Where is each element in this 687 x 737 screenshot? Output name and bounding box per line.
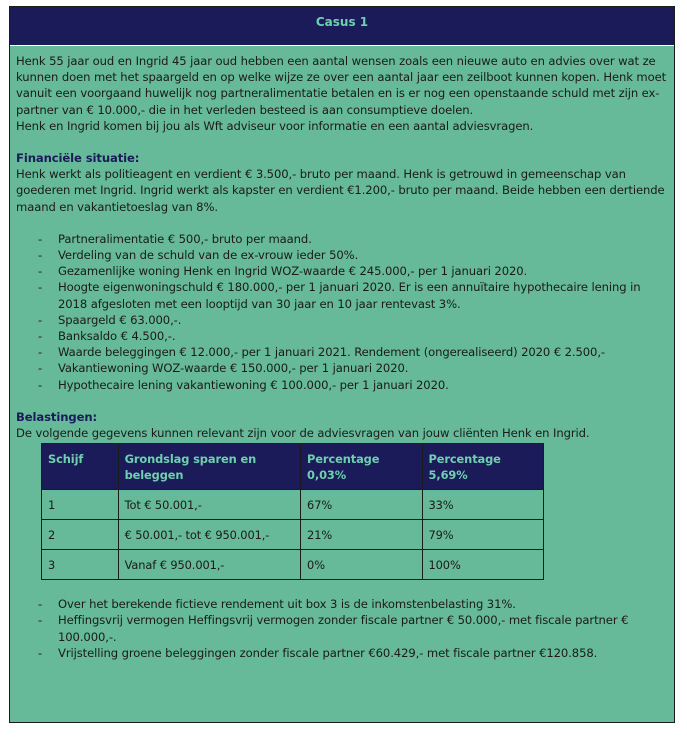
- list-item: - Hypothecaire lening vakantiewoning € 100.000,- per 1 januari 2020.: [16, 377, 672, 393]
- financial-text: Henk werkt als politieagent en verdient € 3.500,- bruto per maand. Henk is getrouwd in gemeenschap van goederen met Ingrid. Ingrid werkt als kapster en verdient €1.200,- bruto per maand. Beide hebben een dertiende maand en vakantietoeslag van 8%.: [16, 167, 665, 214]
- table-header-cell: Percentage 5,69%: [422, 444, 543, 490]
- taxes-section-title: Belastingen:: [16, 409, 98, 424]
- table-cell: € 50.001,- tot € 950.001,-: [118, 520, 300, 550]
- list-item: - Hoogte eigenwoningschuld € 180.000,- per 1 januari 2020. Er is een annuïtaire hypothecaire lening in 2018 afgesloten met een looptijd van 30 jaar en 10 jaar rentevast 3%.: [16, 279, 672, 311]
- case-header: [10, 7, 674, 46]
- list-item: - Vakantiewoning WOZ-waarde € 150.000,- per 1 januari 2020.: [16, 360, 672, 376]
- taxes-text: De volgende gegevens kunnen relevant zijn voor de adviesvragen van jouw cliënten Henk en Ingrid.: [16, 426, 590, 441]
- list-item: - Over het berekende fictieve rendement uit box 3 is de inkomstenbelasting 31%.: [16, 596, 672, 612]
- table-cell: 0%: [301, 550, 422, 580]
- table-cell: 2: [42, 520, 119, 550]
- table-header-cell: Grondslag sparen en beleggen: [118, 444, 300, 490]
- list-item: - Spaargeld € 63.000,-.: [16, 312, 672, 328]
- table-row: [42, 550, 544, 580]
- table-cell: 3: [42, 550, 119, 580]
- case-content: [16, 53, 672, 661]
- table-header-cell: Percentage 0,03%: [301, 444, 422, 490]
- table-cell: 79%: [422, 520, 543, 550]
- tax-list: [16, 596, 672, 661]
- table-header-row: [42, 444, 544, 490]
- intro-paragraph-2: Henk en Ingrid komen bij jou als Wft adviseur voor informatie en een aantal adviesvragen.: [16, 118, 534, 133]
- list-item: - Partneralimentatie € 500,- bruto per maand.: [16, 231, 672, 247]
- table-cell: 1: [42, 490, 119, 520]
- list-item: - Gezamenlijke woning Henk en Ingrid WOZ-waarde € 245.000,- per 1 januari 2020.: [16, 263, 672, 279]
- table-cell: 33%: [422, 490, 543, 520]
- table-cell: 21%: [301, 520, 422, 550]
- intro-paragraph-1: Henk 55 jaar oud en Ingrid 45 jaar oud hebben een aantal wensen zoals een nieuwe auto en advies over wat ze kunnen doen met het spaargeld en op welke wijze ze over een aantal jaar een zeilboot kunnen kopen. Henk moet vanuit een voorgaand huwelijk nog partneralimentatie betalen en is er nog een openstaande schuld met zijn ex-partner van € 10.000,- die in het verleden besteed is aan consumptieve doelen.: [16, 54, 667, 117]
- list-item: - Verdeling van de schuld van de ex-vrouw ieder 50%.: [16, 247, 672, 263]
- case-panel: [9, 6, 675, 723]
- table-cell: Vanaf € 950.001,-: [118, 550, 300, 580]
- table-row: [42, 490, 544, 520]
- case-title: Casus 1: [315, 15, 369, 29]
- table-cell: 67%: [301, 490, 422, 520]
- financial-list: [16, 231, 672, 393]
- list-item: - Vrijstelling groene beleggingen zonder fiscale partner €60.429,- met fiscale partner €120.858.: [16, 645, 672, 661]
- table-row: [42, 520, 544, 550]
- table-cell: 100%: [422, 550, 543, 580]
- list-item: - Banksaldo € 4.500,-.: [16, 328, 672, 344]
- tax-table: [41, 443, 544, 580]
- list-item: - Heffingsvrij vermogen Heffingsvrij vermogen zonder fiscale partner € 50.000,- met fiscale partner € 100.000,-.: [16, 612, 672, 644]
- table-cell: Tot € 50.001,-: [118, 490, 300, 520]
- list-item: - Waarde beleggingen € 12.000,- per 1 januari 2021. Rendement (ongerealiseerd) 2020 € 2.500,-: [16, 344, 672, 360]
- financial-section-title: Financiële situatie:: [16, 151, 140, 166]
- table-header-cell: Schijf: [42, 444, 119, 490]
